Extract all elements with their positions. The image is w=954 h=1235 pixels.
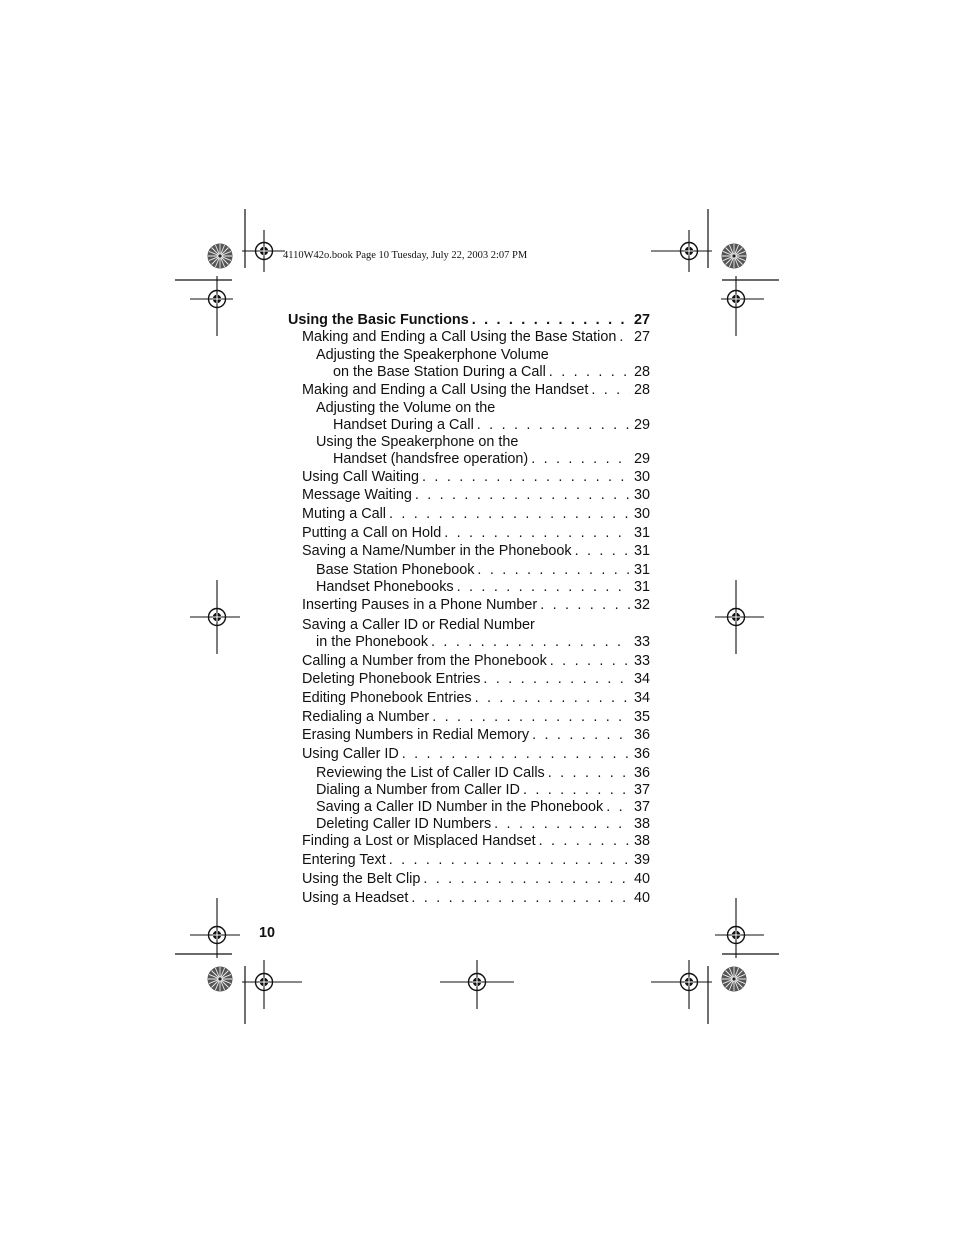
dot-leader (575, 543, 630, 560)
toc-entry-page: 39 (633, 852, 650, 868)
dot-leader (532, 727, 630, 744)
toc-entry-title: on the Base Station During a Call (333, 364, 546, 380)
toc-entry-title: Muting a Call (302, 506, 386, 522)
toc-entry-page: 28 (633, 382, 650, 398)
toc-entry-title: Saving a Name/Number in the Phonebook (302, 543, 572, 559)
toc-entry (288, 312, 650, 329)
toc-entry-page: 30 (633, 487, 650, 503)
toc-entry-page: 29 (633, 417, 650, 433)
toc-entry (302, 871, 650, 888)
dot-leader (475, 690, 630, 707)
toc-entry-page: 29 (633, 451, 650, 467)
toc-entry-page: 36 (633, 746, 650, 762)
toc-entry-title: Entering Text (302, 852, 386, 868)
dot-leader (549, 364, 630, 381)
dot-leader (415, 487, 630, 504)
dot-leader (550, 653, 630, 670)
toc-entry (333, 364, 650, 381)
toc-entry-page: 37 (633, 799, 650, 815)
toc-entry-title: Deleting Caller ID Numbers (316, 816, 492, 832)
toc-entry-title: Erasing Numbers in Redial Memory (302, 727, 530, 743)
toc-entry (316, 579, 650, 596)
toc-entry-title: Handset During a Call (333, 417, 474, 433)
toc-entry (302, 525, 650, 542)
toc-entry-page: 33 (633, 653, 650, 669)
toc-entry-page: 33 (633, 634, 650, 650)
toc-entry-page: 40 (633, 890, 650, 906)
toc-entry (302, 653, 650, 670)
toc-entry-title: Using the Basic Functions (288, 312, 469, 328)
toc-entry (302, 597, 650, 614)
toc-entry-page: 36 (633, 727, 650, 743)
toc-entry-title: Handset (handsfree operation) (333, 451, 529, 467)
dot-leader (432, 709, 630, 726)
dot-leader (472, 312, 630, 329)
toc-entry-page: 35 (633, 709, 650, 725)
toc-entry-page: 31 (633, 562, 650, 578)
dot-leader (531, 451, 630, 468)
toc-entry-title-line1: Using the Speakerphone on the (316, 434, 519, 450)
toc-entry (302, 671, 650, 688)
toc-entry (302, 727, 650, 744)
toc-entry-page: 31 (633, 579, 650, 595)
toc-entry-page: 38 (633, 816, 650, 832)
toc-entry-title: Using a Headset (302, 890, 409, 906)
toc-entry-title: Using the Belt Clip (302, 871, 421, 887)
toc-entry-title: Message Waiting (302, 487, 412, 503)
toc-entry-title-line1: Saving a Caller ID or Redial Number (302, 617, 535, 633)
toc-entry (302, 469, 650, 486)
toc-entry-page: 34 (633, 671, 650, 687)
toc-entry-page: 32 (633, 597, 650, 613)
toc-entry (316, 562, 650, 579)
toc-entry-title: Using Caller ID (302, 746, 399, 762)
dot-leader (423, 871, 630, 888)
toc-entry (302, 487, 650, 504)
toc-entry-page: 40 (633, 871, 650, 887)
dot-leader (540, 597, 630, 614)
toc-entry-title: Making and Ending a Call Using the Base Station (302, 329, 617, 345)
toc-entry (302, 852, 650, 869)
toc-entry (302, 382, 650, 399)
dot-leader (411, 890, 630, 907)
dot-leader (548, 765, 630, 782)
dot-leader (389, 506, 630, 523)
print-slug: 4110W42o.book Page 10 Tuesday, July 22, 2003 2:07 PM (283, 250, 528, 261)
toc-entry-title: Handset Phonebooks (316, 579, 454, 595)
toc-entry-page: 36 (633, 765, 650, 781)
toc-entry (302, 709, 650, 726)
toc-entry-title: Putting a Call on Hold (302, 525, 442, 541)
toc-entry-title: Base Station Phonebook (316, 562, 475, 578)
dot-leader (457, 579, 630, 596)
toc-entry-page: 27 (633, 329, 650, 345)
toc-entry (302, 690, 650, 707)
toc-entry-title: Reviewing the List of Caller ID Calls (316, 765, 545, 781)
dot-leader (606, 799, 630, 816)
toc-entry-title: Calling a Number from the Phonebook (302, 653, 547, 669)
toc-entry (316, 765, 650, 782)
dot-leader (431, 634, 630, 651)
toc-entry-title: in the Phonebook (316, 634, 429, 650)
toc-entry-page: 34 (633, 690, 650, 706)
toc-entry-title: Inserting Pauses in a Phone Number (302, 597, 538, 613)
dot-leader (389, 852, 630, 869)
toc-entry (302, 746, 650, 763)
dot-leader (422, 469, 630, 486)
toc-entry (333, 417, 650, 434)
toc-entry-page: 38 (633, 833, 650, 849)
toc-entry-title: Finding a Lost or Misplaced Handset (302, 833, 536, 849)
toc-entry-title: Dialing a Number from Caller ID (316, 782, 520, 798)
dot-leader (539, 833, 630, 850)
toc-entry (316, 799, 650, 816)
toc-entry-title: Editing Phonebook Entries (302, 690, 472, 706)
toc-entry (302, 329, 650, 346)
toc-entry-title: Using Call Waiting (302, 469, 420, 485)
toc-entry-title: Deleting Phonebook Entries (302, 671, 481, 687)
toc-entry (302, 506, 650, 523)
dot-leader (619, 329, 630, 346)
toc-entry-title: Saving a Caller ID Number in the Phonebook (316, 799, 604, 815)
toc-entry (302, 890, 650, 907)
toc-entry-page: 27 (633, 312, 650, 328)
toc-entry (333, 451, 650, 468)
toc-entry (316, 816, 650, 833)
dot-leader (477, 562, 630, 579)
toc-entry-title-line1: Adjusting the Volume on the (316, 400, 496, 416)
toc-entry-title-line1: Adjusting the Speakerphone Volume (316, 347, 549, 363)
toc-entry (302, 833, 650, 850)
dot-leader (494, 816, 630, 833)
toc-entry-page: 30 (633, 469, 650, 485)
toc-entry (316, 634, 650, 651)
dot-leader (402, 746, 630, 763)
toc-entry (316, 782, 650, 799)
toc-entry-page: 37 (633, 782, 650, 798)
dot-leader (591, 382, 630, 399)
toc-entry-page: 30 (633, 506, 650, 522)
toc-entry-title: Redialing a Number (302, 709, 430, 725)
toc-entry-page: 31 (633, 525, 650, 541)
page-number: 10 (259, 925, 276, 941)
toc-entry (302, 543, 650, 560)
dot-leader (523, 782, 630, 799)
toc-entry-page: 28 (633, 364, 650, 380)
toc-entry-title: Making and Ending a Call Using the Handset (302, 382, 589, 398)
dot-leader (483, 671, 630, 688)
toc-entry-page: 31 (633, 543, 650, 559)
dot-leader (444, 525, 630, 542)
dot-leader (477, 417, 630, 434)
